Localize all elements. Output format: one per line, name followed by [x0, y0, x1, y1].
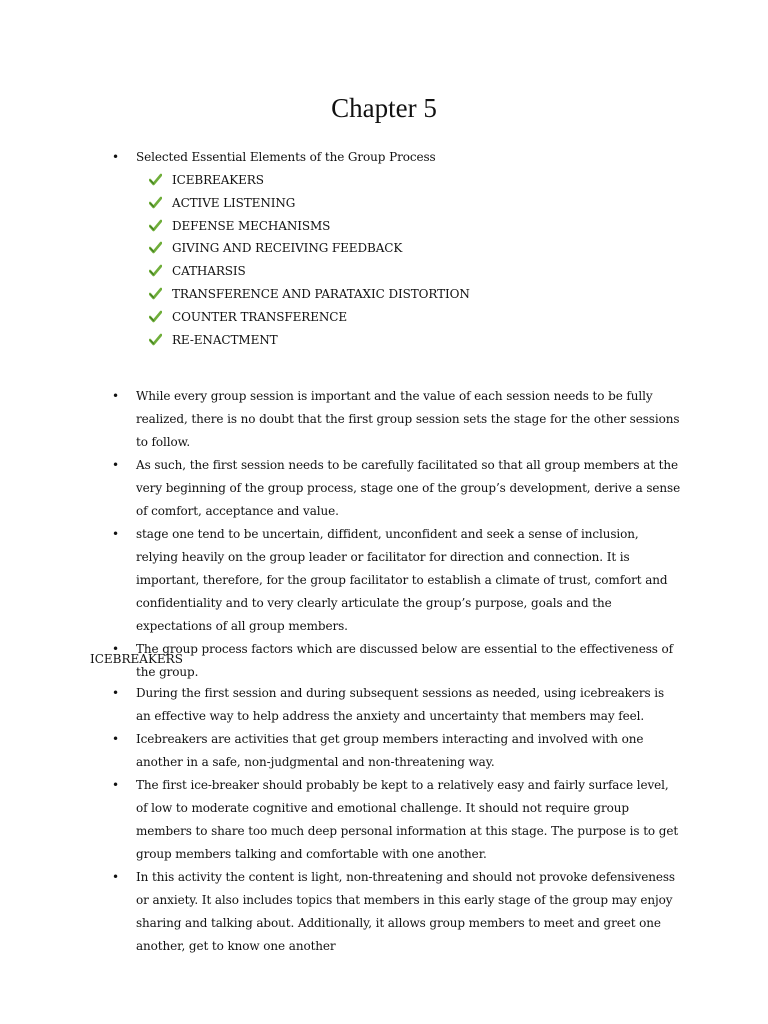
element-label: ICEBREAKERS: [172, 173, 264, 187]
paragraph-text: As such, the first session needs to be carefully facilitated so that all group members at the very beginning of the group process, stage one of the group’s development, derive a sense of comfort, acceptance and value.: [136, 458, 681, 518]
list-item: [0, 385, 682, 454]
element-item: [136, 306, 682, 329]
bullet-icon: •: [112, 389, 119, 403]
element-item: [136, 192, 682, 215]
bullet-icon: •: [112, 732, 119, 746]
list-item: [0, 774, 682, 866]
element-label: RE-ENACTMENT: [172, 332, 278, 347]
list-item-text: Selected Essential Elements of the Group Process: [136, 150, 436, 164]
list-item: [0, 454, 682, 523]
element-item: [136, 329, 682, 352]
element-label: DEFENSE MECHANISMS: [172, 218, 331, 233]
bullet-icon: •: [112, 642, 119, 656]
list-item: [0, 146, 682, 351]
element-item: [136, 215, 682, 238]
paragraph-text: The first ice-breaker should probably be kept to a relatively easy and fairly surface level, of low to moderate cognitive and emotional challenge. It should not require group members to share too much deep personal information at this stage. The purpose is to get group members talking and comfortable with one another.: [136, 778, 679, 861]
bullet-icon: •: [112, 870, 119, 884]
element-item: [136, 283, 682, 306]
list-item: [0, 682, 682, 728]
elements-list: [136, 169, 682, 351]
element-label: ACTIVE LISTENING: [172, 195, 296, 210]
element-label: COUNTER TRANSFERENCE: [172, 309, 347, 324]
list-item: [0, 866, 682, 958]
section-heading-icebreakers: ICEBREAKERS: [90, 652, 183, 666]
element-item: [136, 260, 682, 283]
paragraph-text: During the first session and during subsequent sessions as needed, using icebreakers is an effective way to help address the anxiety and uncertainty that members may feel.: [136, 686, 665, 723]
overview-list: [0, 385, 682, 684]
page-title: Chapter 5: [331, 93, 437, 123]
checkmark-icon: [149, 264, 162, 277]
checkmark-icon: [149, 241, 162, 254]
paragraph-text: While every group session is important and the value of each session needs to be fully realized, there is no doubt that the first group session sets the stage for the other sessions to follow.: [136, 389, 680, 449]
checkmark-icon: [149, 287, 162, 300]
paragraph-text: In this activity the content is light, non-threatening and should not provoke defensiveness or anxiety. It also includes topics that members in this early stage of the group may enjoy sharing and talking about. Additionally, it allows group members to meet and greet one another, get to know one another: [136, 870, 675, 953]
element-label: CATHARSIS: [172, 264, 246, 279]
element-item: [136, 169, 682, 192]
checkmark-icon: [149, 173, 162, 186]
element-item: [136, 237, 682, 260]
icebreakers-list: [0, 682, 682, 958]
checkmark-icon: [149, 310, 162, 323]
paragraph-text: stage one tend to be uncertain, diffident, unconfident and seek a sense of inclusion, relying heavily on the group leader or facilitator for direction and connection. It is important, therefore, for the group facilitator to establish a climate of trust, comfort and confidentiality and to very clearly articulate the group’s purpose, goals and the expectations of all group members.: [136, 527, 668, 633]
checkmark-icon: [149, 333, 162, 346]
bullet-icon: •: [112, 150, 119, 164]
intro-list: [0, 146, 682, 351]
paragraph-text: Icebreakers are activities that get group members interacting and involved with one another in a safe, non-judgmental and non-threatening way.: [136, 732, 644, 769]
list-item: [0, 728, 682, 774]
list-item: [0, 523, 682, 638]
bullet-icon: •: [112, 686, 119, 700]
bullet-icon: •: [112, 778, 119, 792]
bullet-icon: •: [112, 458, 119, 472]
element-label: TRANSFERENCE AND PARATAXIC DISTORTION: [172, 286, 470, 301]
bullet-icon: •: [112, 527, 119, 541]
checkmark-icon: [149, 196, 162, 209]
element-label: GIVING AND RECEIVING FEEDBACK: [172, 241, 403, 256]
paragraph-text: The group process factors which are discussed below are essential to the effectiveness of the group.: [136, 642, 673, 679]
checkmark-icon: [149, 219, 162, 232]
